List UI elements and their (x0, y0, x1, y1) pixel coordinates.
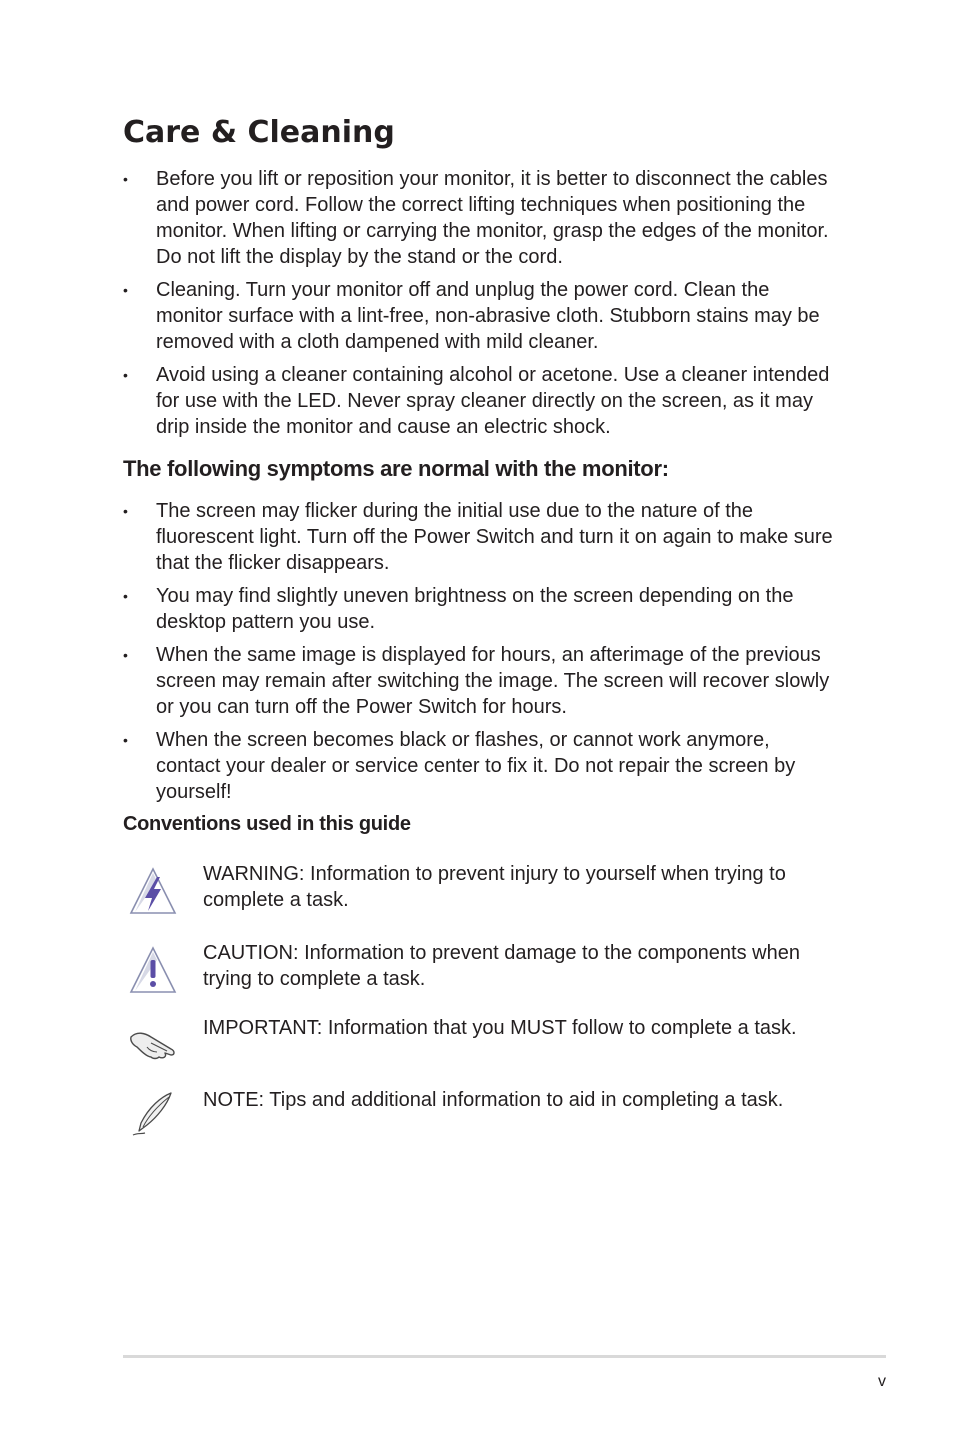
page-title: Care & Cleaning (123, 115, 395, 150)
list-item (123, 277, 838, 355)
convention-text: NOTE: Tips and additional information to aid in completing a task. (203, 1089, 784, 1111)
list-item-text: When the screen becomes black or flashes, or cannot work anymore, contact your dealer or service center to fix it. Do not repair the screen by yourself! (156, 729, 796, 803)
list-item-text: Before you lift or reposition your monitor, it is better to disconnect the cables and power cord. Follow the correct lifting techniques when positioning the monitor. When lifting or carrying the monitor, grasp the edges of the monitor. Do not lift the display by the stand or the cord. (156, 168, 829, 268)
list-item-text: When the same image is displayed for hours, an afterimage of the previous screen may remain after switching the image. The screen will recover slowly or you can turn off the Power Switch for hours. (156, 644, 830, 718)
bullet-glyph: • (123, 171, 128, 187)
convention-caution (123, 940, 838, 1000)
list-item-text: Cleaning. Turn your monitor off and unplug the power cord. Clean the monitor surface with a lint-free, non-abrasive cloth. Stubborn stains may be removed with a cloth dampened with mild cleaner. (156, 279, 820, 353)
convention-text: CAUTION: Information to prevent damage to the components when trying to complete a task. (203, 942, 800, 990)
list-item (123, 498, 838, 576)
list-item (123, 583, 838, 635)
page-number: v (878, 1373, 886, 1390)
list-item-text: You may find slightly uneven brightness on the screen depending on the desktop pattern you use. (156, 585, 794, 633)
warning-lightning-icon (127, 865, 179, 917)
bullet-glyph: • (123, 282, 128, 298)
convention-warning (123, 861, 838, 921)
note-pen-icon (127, 1089, 179, 1141)
list-item (123, 642, 838, 720)
symptoms-bullet-list (123, 498, 838, 805)
bullet-glyph: • (123, 503, 128, 519)
footer-divider (123, 1355, 886, 1358)
list-item (123, 727, 838, 805)
bullet-glyph: • (123, 732, 128, 748)
conventions-heading: Conventions used in this guide (123, 813, 411, 835)
bullet-glyph: • (123, 588, 128, 604)
convention-text: IMPORTANT: Information that you MUST follow to complete a task. (203, 1017, 797, 1039)
convention-note (123, 1087, 838, 1147)
bullet-glyph: • (123, 367, 128, 383)
bullet-glyph: • (123, 647, 128, 663)
list-item (123, 166, 838, 270)
important-hand-icon (127, 1017, 179, 1069)
caution-exclamation-icon (127, 944, 179, 996)
symptoms-heading: The following symptoms are normal with the monitor: (123, 456, 669, 481)
list-item (123, 362, 838, 440)
list-item-text: Avoid using a cleaner containing alcohol or acetone. Use a cleaner intended for use with the LED. Never spray cleaner directly on the screen, as it may drip inside the monitor and cause an electric shock. (156, 364, 830, 438)
care-bullet-list (123, 166, 838, 440)
convention-text: WARNING: Information to prevent injury to yourself when trying to complete a task. (203, 863, 786, 911)
list-item-text: The screen may flicker during the initial use due to the nature of the fluorescent light. Turn off the Power Switch and turn it on again to make sure that the flicker disappears. (156, 500, 833, 574)
convention-important (123, 1015, 838, 1075)
